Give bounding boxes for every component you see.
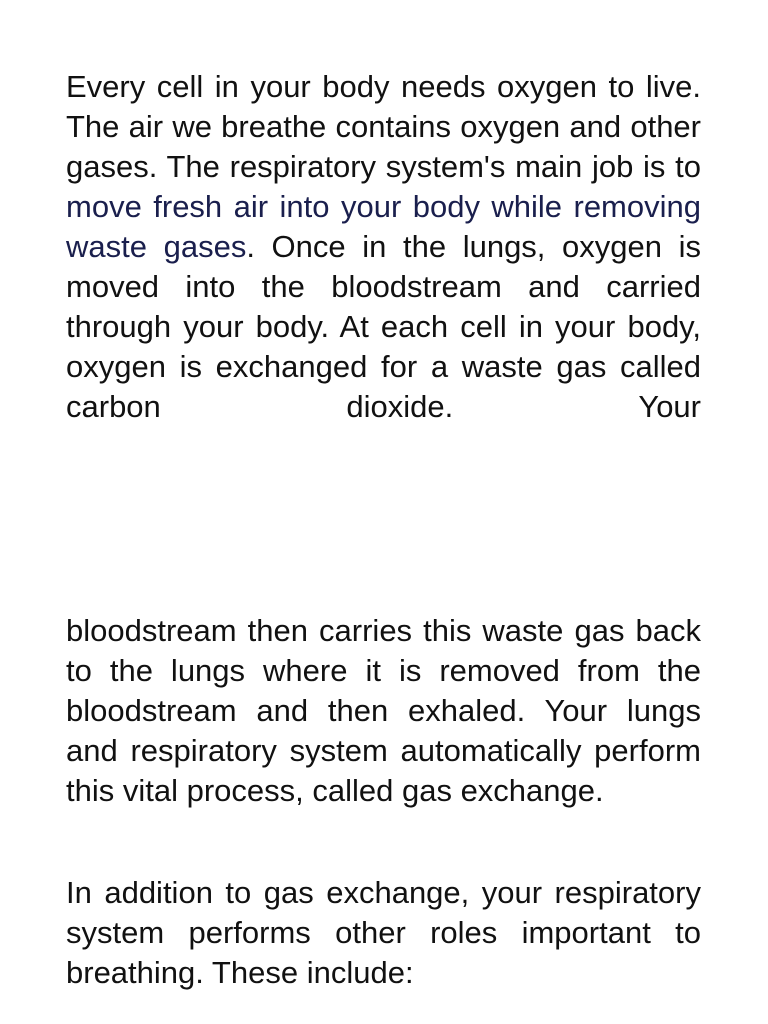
highlighted-phrase: move fresh air into your body while removing waste gases [66,189,701,264]
paragraph-oxygen-intro-end: . Once in the lungs, oxygen is moved into the bloodstream and carried through your body. At each cell in your body, oxygen is exchanged for a waste gas called carbon dioxide. Your [66,229,701,424]
paragraph-oxygen-intro-start: Every cell in your body needs oxygen to live. The air we breathe contains oxygen and other gases. The respiratory system's main job is to [66,69,701,184]
paragraph-other-roles: In addition to gas exchange, your respiratory system performs other roles important to breathing. These include: [66,875,701,990]
paragraph-oxygen-intro [66,67,701,427]
paragraph-gas-exchange: bloodstream then carries this waste gas back to the lungs where it is removed from the bloodstream and then exhaled. Your lungs and respiratory system automatically perform this vital process, called gas exchange. [66,613,701,808]
